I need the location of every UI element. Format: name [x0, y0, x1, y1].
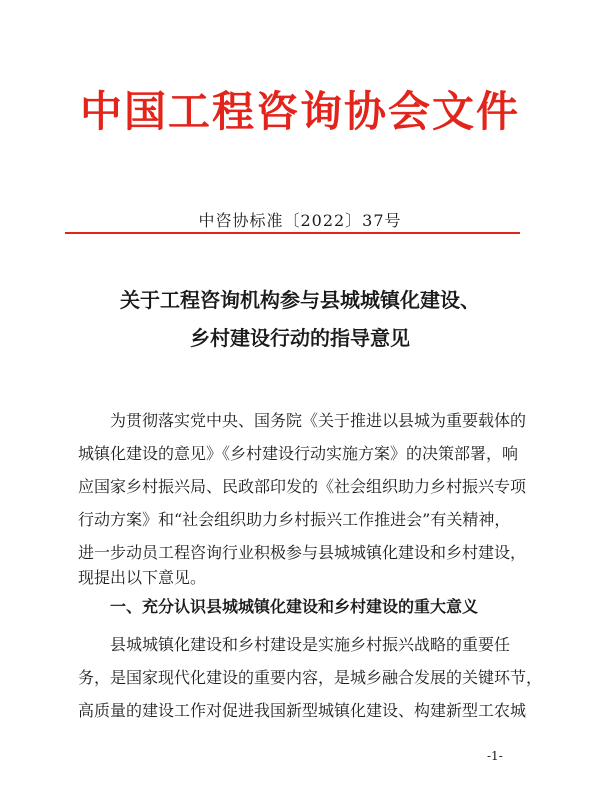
- document-title-line-1: 关于工程咨询机构参与县城城镇化建设、: [120, 288, 480, 312]
- section-1-paragraph-line: 县城城镇化建设和乡村建设是实施乡村振兴战略的重要任: [110, 635, 511, 654]
- section-1-paragraph-line: 务，是国家现代化建设的重要内容，是城乡融合发展的关键环节，: [78, 668, 543, 687]
- intro-paragraph-line: 为贯彻落实党中央、国务院《关于推进以县城为重要载体的: [110, 411, 527, 430]
- page-number: -1-: [487, 749, 503, 763]
- document-number: 中咨协标准〔2022〕37号: [198, 211, 402, 230]
- document-masthead: 中国工程咨询协会文件: [79, 87, 520, 136]
- intro-paragraph-line: 应国家乡村振兴局、民政部印发的《社会组织助力乡村振兴专项: [78, 477, 527, 496]
- intro-paragraph-line: 行动方案》和“社会组织助力乡村振兴工作推进会”有关精神，: [78, 510, 511, 529]
- red-separator-rule: [65, 232, 520, 234]
- document-title-line-2: 乡村建设行动的指导意见: [190, 326, 410, 350]
- intro-paragraph-line: 进一步动员工程咨询行业积极参与县城城镇化建设和乡村建设，: [78, 543, 527, 562]
- section-1-heading: 一、充分认识县城城镇化建设和乡村建设的重大意义: [110, 597, 479, 616]
- intro-paragraph-line: 现提出以下意见。: [78, 568, 207, 587]
- section-1-paragraph-line: 高质量的建设工作对促进我国新型城镇化建设、构建新型工农城: [78, 701, 527, 720]
- intro-paragraph-line: 城镇化建设的意见》《乡村建设行动实施方案》的决策部署，响: [78, 444, 519, 463]
